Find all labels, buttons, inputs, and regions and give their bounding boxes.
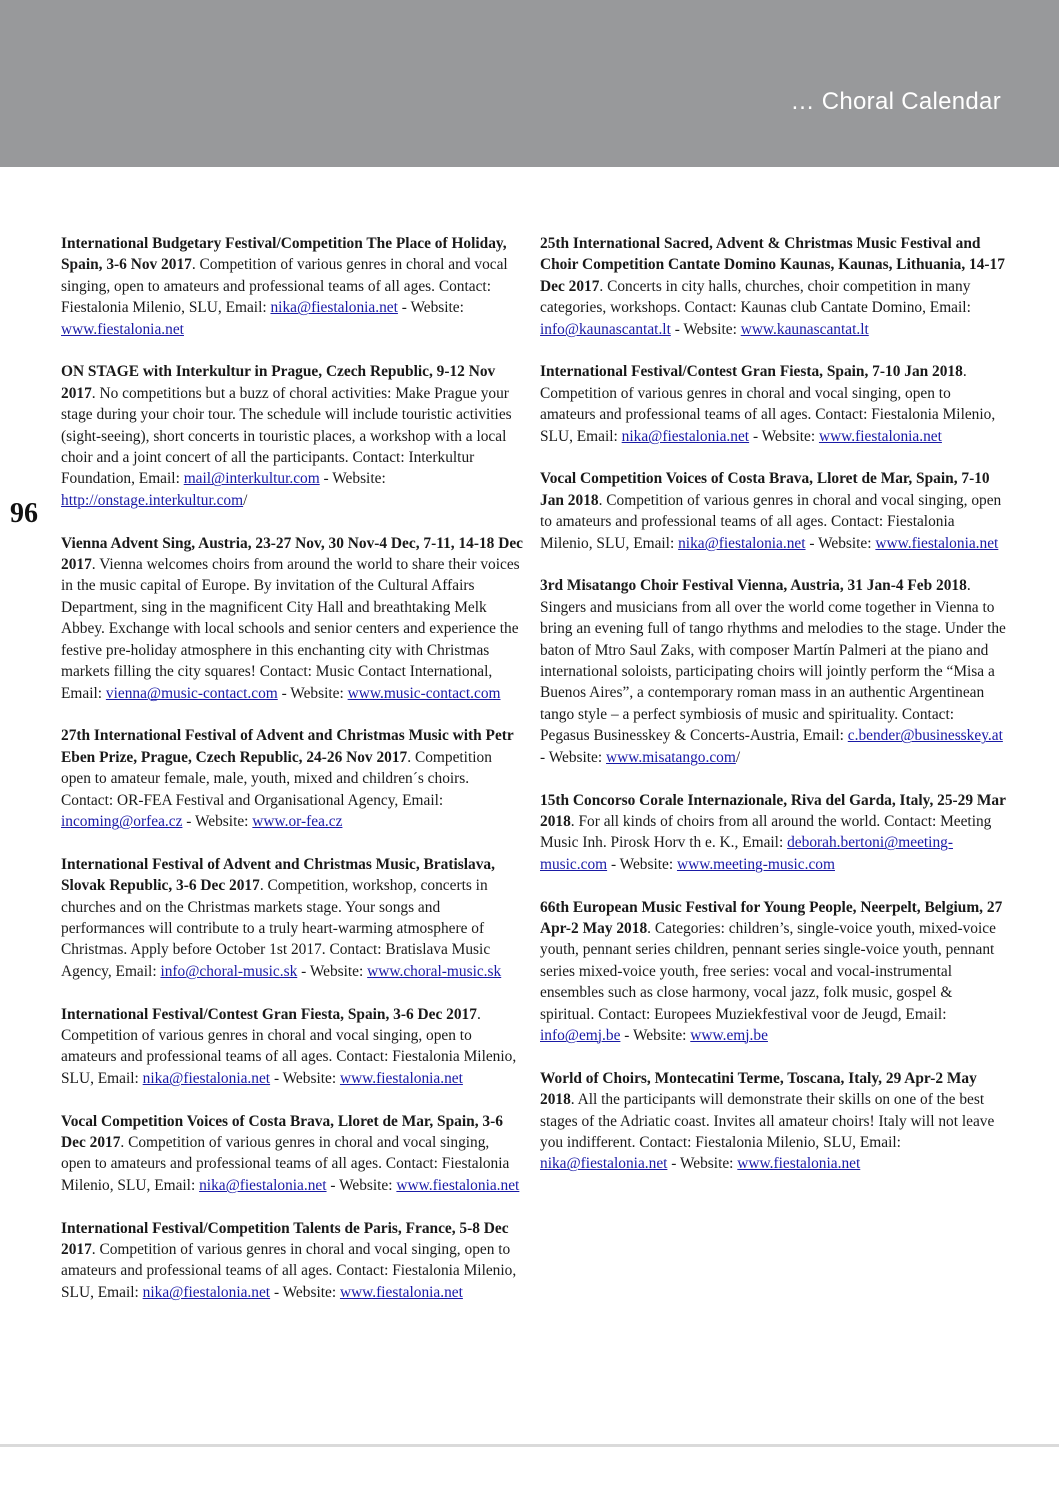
website-prefix: - Website: [297,962,368,980]
website-link[interactable]: www.or-fea.cz [252,812,343,830]
website-prefix: - Website: [670,320,741,338]
entry-body: . Competition open to amateur female, male, youth, mixed and children´s choirs. Contact: OR-FEA Festival and Organisational Agency, Email: [61,748,492,809]
entry-title: 27th International Festival of Advent and Christmas Music with Petr Eben Prize, Prague, Czech Republic, 24-26 Nov 2017 [61,727,514,766]
website-prefix: - Website: [805,534,876,552]
website-prefix: - Website: [607,855,677,873]
entry-title: International Festival/Contest Gran Fiesta, Spain, 3-6 Dec 2017 [61,1005,477,1023]
website-link[interactable]: www.fiestalonia.net [396,1176,520,1194]
calendar-entry [540,575,1006,768]
calendar-entry [61,361,523,511]
email-link[interactable]: c.bender@businesskey.at [847,727,1003,745]
email-link[interactable]: nika@fiestalonia.net [199,1176,327,1194]
calendar-entry [540,1068,1006,1175]
entry-title: Vocal Competition Voices of Costa Brava, Lloret de Mar, Spain, 3-6 Dec 2017 [61,1112,503,1151]
entry-body: . Competition of various genres in choral and vocal singing, open to amateurs and professional teams of all ages. Contact: Fiestalonia Milenio, SLU, Email: [61,1240,517,1301]
website-link[interactable]: www.fiestalonia.net [339,1283,463,1301]
entry-title: International Festival/Contest Gran Fiesta, Spain, 7-10 Jan 2018 [540,363,963,381]
website-link[interactable]: www.fiestalonia.net [61,320,184,338]
calendar-entry [61,533,523,704]
website-prefix: - Website: [540,748,607,766]
email-link[interactable]: deborah.bertoni@meeting-music.com [540,834,953,873]
entry-title: International Festival of Advent and Christmas Music, Bratislava, Slovak Republic, 3-6 Dec 2017 [61,855,495,895]
email-link[interactable]: mail@interkultur.com [183,470,320,488]
website-link[interactable]: www.choral-music.sk [367,962,502,980]
website-prefix: - Website: [397,299,464,317]
email-link[interactable]: info@choral-music.sk [160,962,298,980]
calendar-entry [61,1004,523,1090]
entry-title: 3rd Misatango Choir Festival Vienna, Austria, 31 Jan-4 Feb 2018 [540,577,967,595]
entry-title: 15th Concorso Corale Internazionale, Riva del Garda, Italy, 25-29 Mar 2018 [540,791,1006,830]
email-link[interactable]: info@kaunascantat.lt [540,320,671,338]
calendar-entry [540,468,1006,554]
calendar-entry [540,897,1006,1047]
calendar-entry [61,233,523,340]
entry-title: International Budgetary Festival/Competition The Place of Holiday, Spain, 3-6 Nov 2017 [61,235,507,274]
email-link[interactable]: nika@fiestalonia.net [142,1283,271,1301]
calendar-entry [540,361,1006,447]
website-prefix: - Website: [326,1176,397,1194]
entry-body: . Singers and musicians from all over the world come together in Vienna to bring an evening full of tango rhythms and melodies to the stage. Under the baton of Mtro Saul Zaks, with composer Martín Palmeri at the piano and international soloists, participating choirs will jointly perform the “Misa a Buenos Aires”, a contemporary roman mass in an authentic Argentinean tango style – a perfect symbiosis of music and spirituality. Contact: Pegasus Businesskey & Concerts-Austria, Email: [540,577,1006,745]
email-link[interactable]: info@emj.be [540,1026,621,1044]
website-prefix: - Website: [182,812,253,830]
calendar-entry [61,1111,523,1197]
page-header [0,0,1059,167]
website-link[interactable]: www.music-contact.com [347,684,501,702]
email-link[interactable]: nika@fiestalonia.net [540,1155,668,1173]
email-link[interactable]: nika@fiestalonia.net [142,1069,271,1087]
entry-body: . Competition of various genres in choral and vocal singing, open to amateurs and professional teams of all ages. Contact: Fiestalonia Milenio, SLU, Email: [61,256,508,317]
entry-body: . Competition of various genres in choral and vocal singing, open to amateurs and professional teams of all ages. Contact: Fiestalonia Milenio, SLU, Email: [540,363,996,445]
section-title: … Choral Calendar [790,88,1001,115]
entry-body: . Competition of various genres in choral and vocal singing, open to amateurs and professional teams of all ages. Contact: Fiestalonia Milenio, SLU, Email: [540,491,1002,552]
email-link[interactable]: nika@fiestalonia.net [270,299,398,317]
entry-body: . Competition of various genres in choral and vocal singing, open to amateurs and professional teams of all ages. Contact: Fiestalonia Milenio, SLU, Email: [61,1133,510,1194]
entry-title: ON STAGE with Interkultur in Prague, Czech Republic, 9-12 Nov 2017 [61,363,496,402]
left-column [61,233,523,1325]
website-prefix: - Website: [749,427,819,445]
entry-body: . All the participants will demonstrate their skills on one of the best stages of the Adriatic coast. Invites all amateur choirs! Italy will not leave you indifferent. Contact: Fiestalonia Milenio, SLU, Email: [540,1091,995,1151]
entry-title: World of Choirs, Montecatini Terme, Toscana, Italy, 29 Apr-2 May 2018 [540,1069,977,1109]
website-link[interactable]: www.kaunascantat.lt [740,320,869,338]
calendar-entry [61,725,523,832]
website-prefix: - Website: [270,1283,340,1301]
website-prefix: - Website: [270,1069,340,1087]
website-link[interactable]: www.fiestalonia.net [818,427,942,445]
website-link[interactable]: www.meeting-music.com [676,855,835,873]
calendar-entry [540,233,1006,340]
website-link[interactable]: www.fiestalonia.net [737,1155,861,1173]
calendar-entry [540,790,1006,876]
entry-body: . No competitions but a buzz of choral activities: Make Prague your stage during your choir tour. The schedule will include touristic activities (sight-seeing), short concerts in touristic places, a workshop with a local choir and a joint concert of all the participants. Contact: Interkultur Foundation, Email: [61,384,512,488]
entry-title: International Festival/Competition Talents de Paris, France, 5-8 Dec 2017 [61,1219,509,1258]
entry-title: 25th International Sacred, Advent & Christmas Music Festival and Choir Competition Cantate Domino Kaunas, Kaunas, Lithuania, 14-17 Dec 2017 [540,235,1005,295]
website-prefix: - Website: [620,1026,691,1044]
entry-body: . Vienna welcomes choirs from around the world to share their voices in the music capital of Europe. By invitation of the Cultural Affairs Department, sing in the magnificent City Hall and breathtaking Melk Abbey. Exchange with local schools and senior centers and experience the festive pre-holiday atmosphere in this enchanting city with Christmas markets filling the city squares! Contact: Music Contact International, Email: [61,556,520,702]
website-prefix: - Website: [319,470,386,488]
website-link[interactable]: www.fiestalonia.net [875,534,999,552]
calendar-entry [61,1218,523,1304]
website-prefix: - Website: [667,1155,738,1173]
entry-title: 66th European Music Festival for Young People, Neerpelt, Belgium, 27 Apr-2 May 2018 [540,898,1003,937]
entry-body: . Competition of various genres in choral and vocal singing, open to amateurs and professional teams of all ages. Contact: Fiestalonia Milenio, SLU, Email: [61,1005,517,1087]
website-prefix: - Website: [277,684,348,702]
email-link[interactable]: nika@fiestalonia.net [621,427,750,445]
entry-body: . For all kinds of choirs from all around the world. Contact: Meeting Music Inh. Pirosk Horv th e. K., Email: [540,812,992,852]
entry-body: . Categories: children’s, single-voice youth, mixed-voice youth, pennant series children, pennant series single-voice youth, pennant series mixed-voice youth, free series: vocal and vocal-instrumental ensembles such as close harmony, vocal jazz, folk music, gospel & spiritual. Contact: Europees Muziekfestival voor de Jeugd, Email: [540,919,996,1023]
entry-title: Vocal Competition Voices of Costa Brava, Lloret de Mar, Spain, 7-10 Jan 2018 [540,470,990,509]
website-link[interactable]: http://onstage.interkultur.com [61,491,244,509]
calendar-entry [61,854,523,982]
footer-divider [0,1444,1059,1447]
website-link[interactable]: www.emj.be [690,1026,768,1044]
entry-suffix: / [735,748,741,766]
website-link[interactable]: www.misatango.com [606,748,736,766]
page-number: 96 [10,498,38,529]
entry-body: . Competition, workshop, concerts in churches and on the Christmas markets stage. Your songs and performances will contribute to a truly heart-warming atmosphere of Christmas. Apply before October 1st 2017. Contact: Bratislava Music Agency, Email: [61,877,491,980]
entry-title: Vienna Advent Sing, Austria, 23-27 Nov, 30 Nov-4 Dec, 7-11, 14-18 Dec 2017 [61,534,523,574]
website-link[interactable]: www.fiestalonia.net [339,1069,463,1087]
email-link[interactable]: incoming@orfea.cz [61,812,183,830]
entry-suffix: / [243,491,248,509]
email-link[interactable]: vienna@music-contact.com [105,684,278,702]
right-column [540,233,1006,1196]
email-link[interactable]: nika@fiestalonia.net [678,534,806,552]
entry-body: . Concerts in city halls, churches, choir competition in many categories, workshops. Contact: Kaunas club Cantate Domino, Email: [540,277,971,317]
